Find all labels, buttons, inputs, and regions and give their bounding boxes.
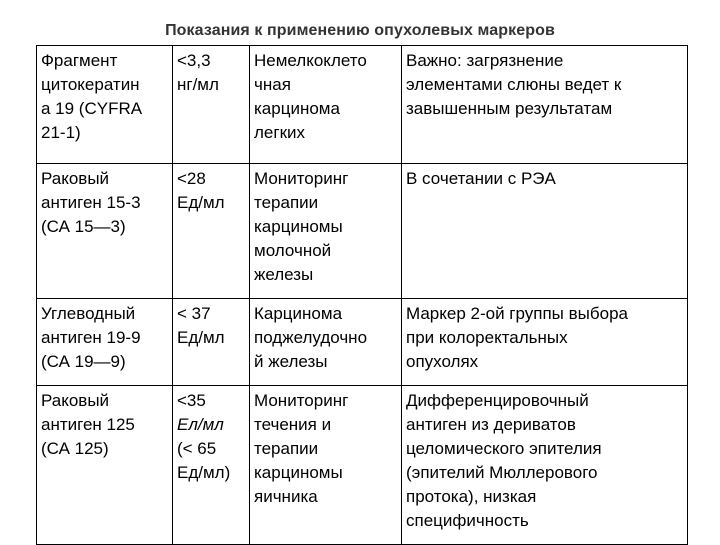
norm-unit-line: Ел/мл bbox=[177, 415, 224, 434]
note-cell: Важно: загрязнение элементами слюны ведет к завышенным результатам bbox=[402, 46, 688, 164]
page-title: Показания к применению опухолевых маркеров bbox=[165, 22, 555, 39]
marker-name-cell: Раковый антиген 125 (СА 125) bbox=[37, 386, 173, 545]
note-cell: Дифференцировочный антиген из дериватов целомического эпителия (эпителий Мюллерового протока), низкая специфичность bbox=[402, 386, 688, 545]
table-row bbox=[37, 386, 688, 545]
indication-cell: Немелкоклето чная карцинома легких bbox=[250, 46, 402, 164]
table-row bbox=[37, 299, 688, 386]
norm-value-cell: <28 Ед/мл bbox=[173, 164, 250, 299]
norm-value-cell: < 37 Ед/мл bbox=[173, 299, 250, 386]
norm-value-line: (< 65 bbox=[177, 439, 217, 458]
marker-name-cell: Раковый антиген 15-3 (СА 15—3) bbox=[37, 164, 173, 299]
indication-cell: Мониторинг терапии карциномы молочной железы bbox=[250, 164, 402, 299]
norm-value-cell: <3,3 нг/мл bbox=[173, 46, 250, 164]
norm-value-cell bbox=[173, 386, 250, 545]
note-cell: Маркер 2-ой группы выбора при колоректальных опухолях bbox=[402, 299, 688, 386]
note-cell: В сочетании с РЭА bbox=[402, 164, 688, 299]
norm-value-line: <35 bbox=[177, 391, 206, 410]
indication-cell: Карцинома поджелудочно й железы bbox=[250, 299, 402, 386]
table-row bbox=[37, 46, 688, 164]
marker-name-cell: Фрагмент цитокератин а 19 (CYFRA 21-1) bbox=[37, 46, 173, 164]
markers-table bbox=[36, 45, 688, 545]
indication-cell: Мониторинг течения и терапии карциномы яичника bbox=[250, 386, 402, 545]
table-row bbox=[37, 164, 688, 299]
marker-name-cell: Углеводный антиген 19-9 (СА 19—9) bbox=[37, 299, 173, 386]
norm-unit-line: Ед/мл) bbox=[177, 463, 231, 482]
